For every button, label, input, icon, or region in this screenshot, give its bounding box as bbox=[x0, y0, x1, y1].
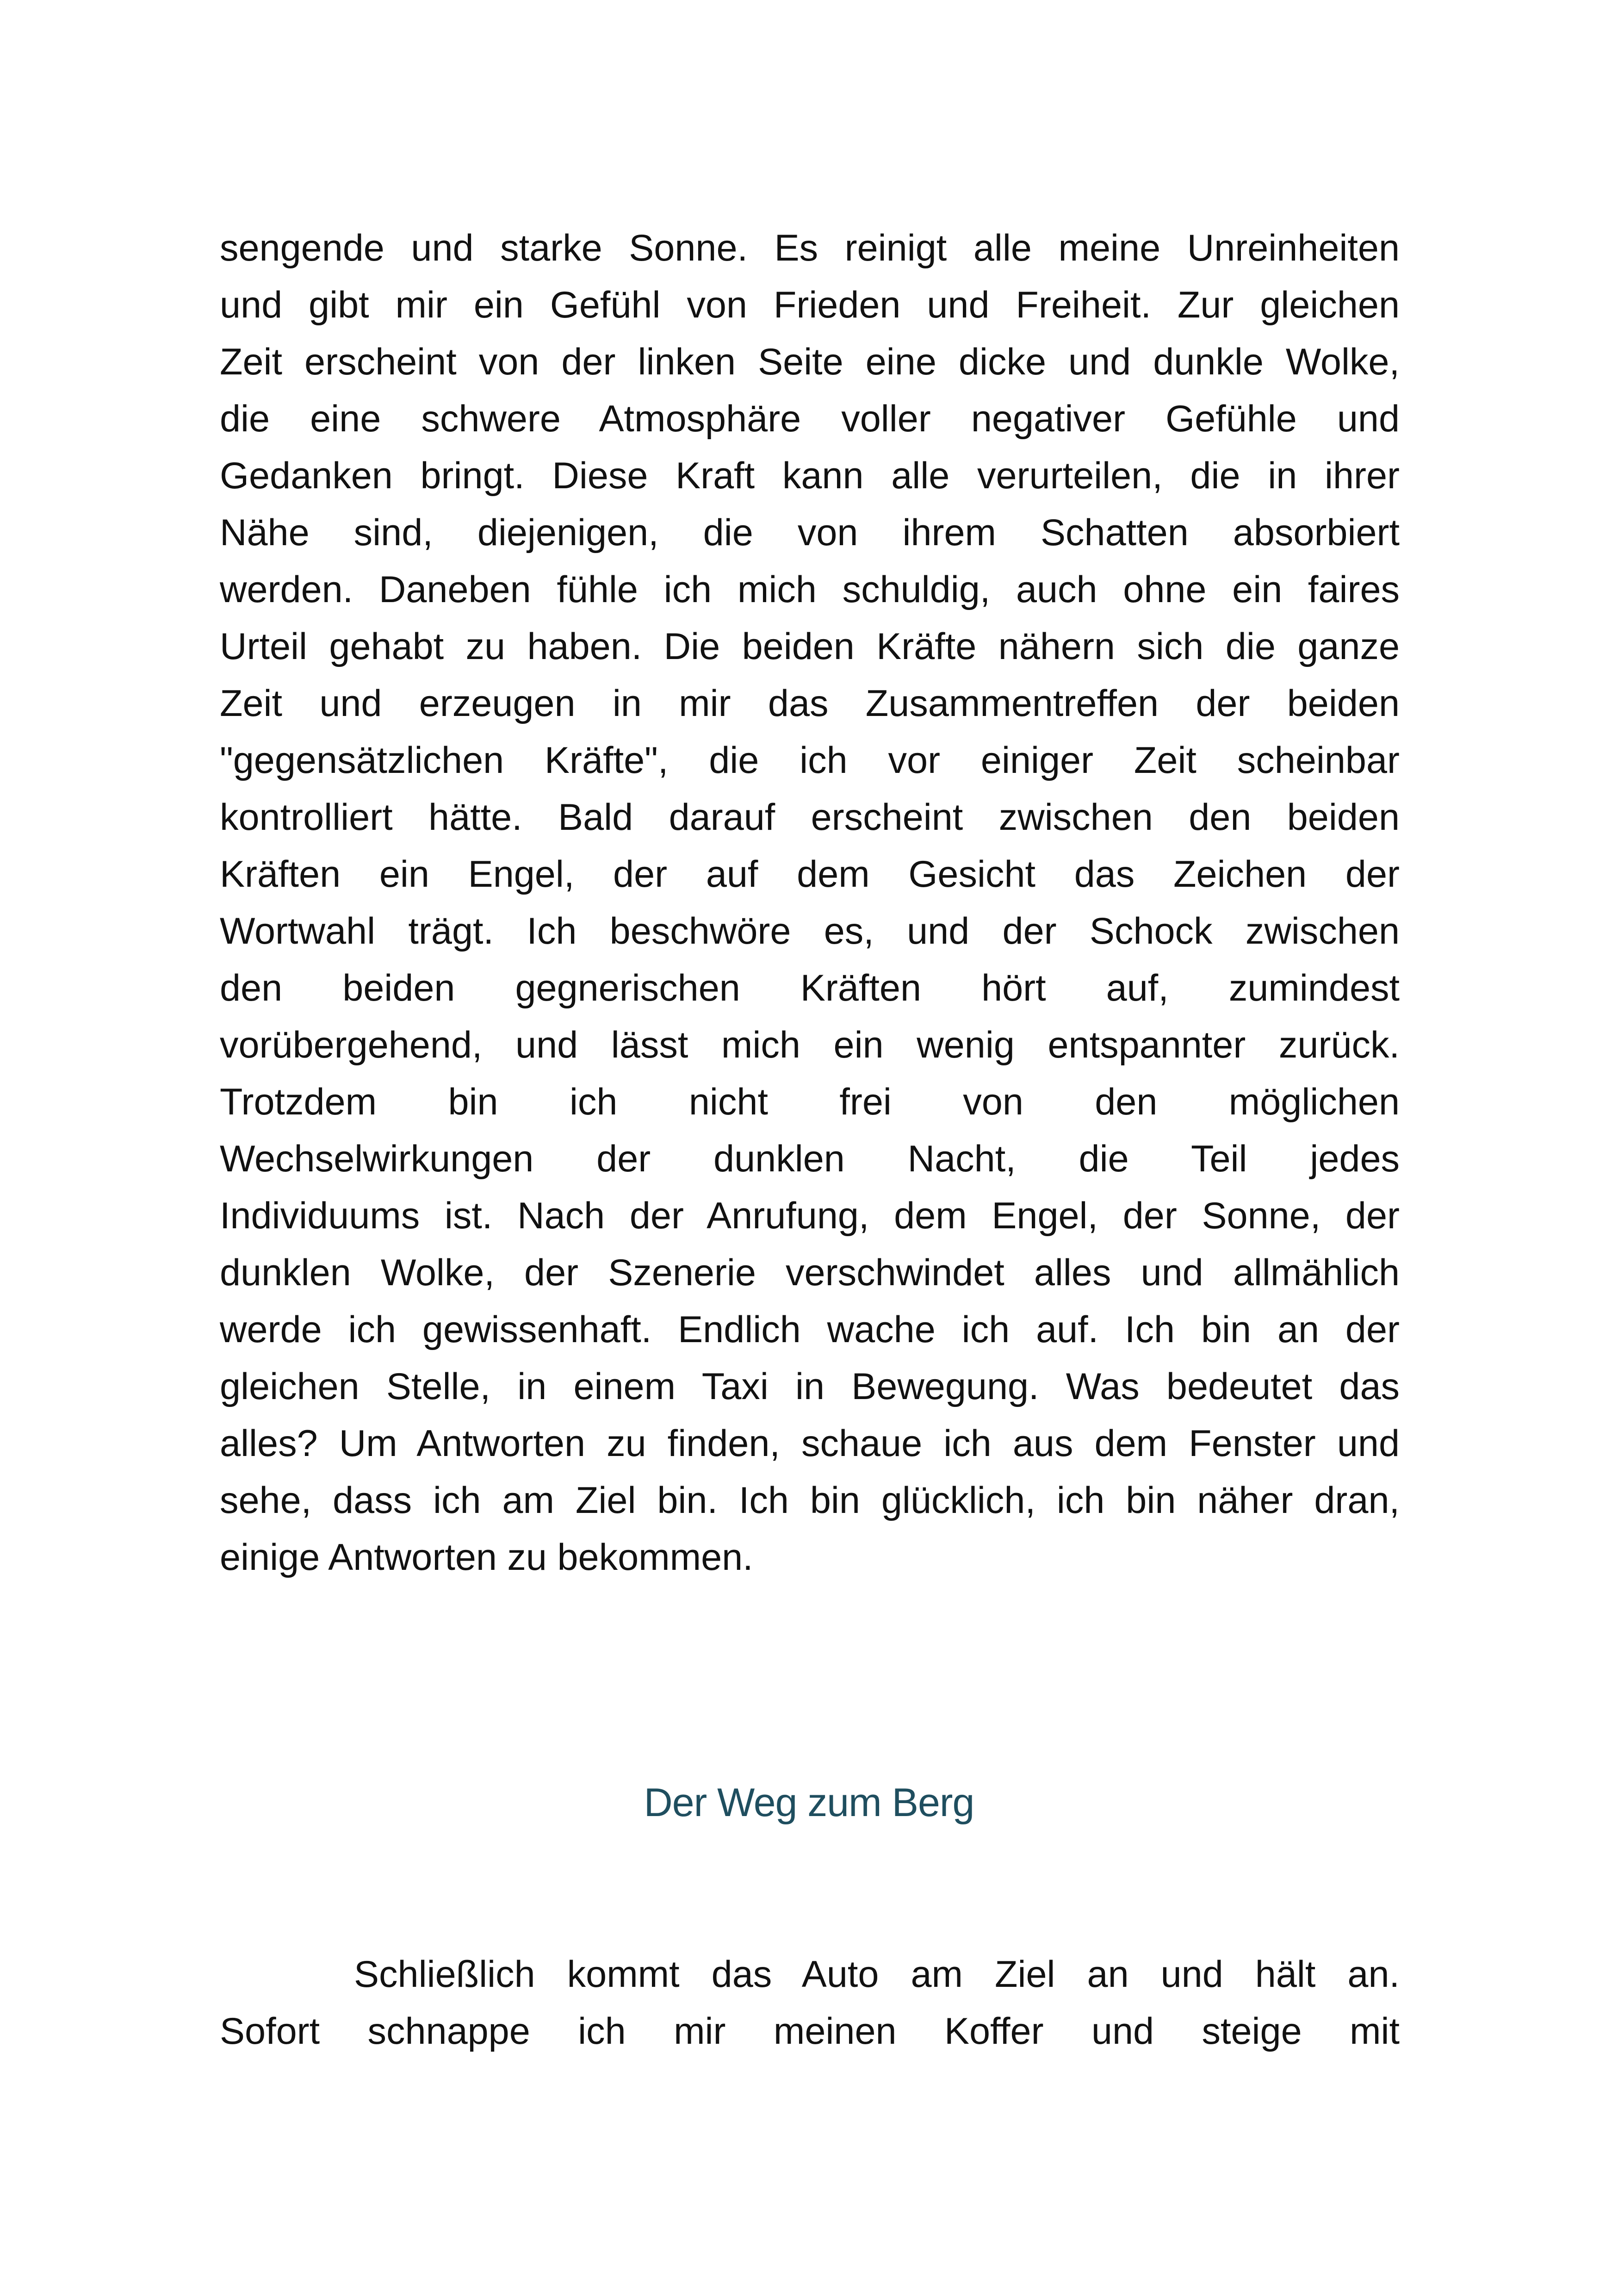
text-line: die eine schwere Atmosphäre voller negativer Gefühle und bbox=[220, 398, 1400, 440]
text-line: gleichen Stelle, in einem Taxi in Bewegung. Was bedeutet das bbox=[220, 1366, 1400, 1407]
text-line: "gegensätzlichen Kräfte", die ich vor einiger Zeit scheinbar bbox=[220, 740, 1400, 781]
body-paragraph bbox=[220, 1946, 1400, 2060]
text-line: Gedanken bringt. Diese Kraft kann alle verurteilen, die in ihrer bbox=[220, 455, 1400, 497]
text-line: sengende und starke Sonne. Es reinigt alle meine Unreinheiten bbox=[220, 227, 1400, 269]
text-line: vorübergehend, und lässt mich ein wenig entspannter zurück. bbox=[220, 1024, 1400, 1066]
text-line: und gibt mir ein Gefühl von Frieden und Freiheit. Zur gleichen bbox=[220, 284, 1400, 326]
text-line: Wechselwirkungen der dunklen Nacht, die Teil jedes bbox=[220, 1138, 1400, 1180]
text-line: Schließlich kommt das Auto am Ziel an und hält an. bbox=[354, 1954, 1400, 1995]
text-line: kontrolliert hätte. Bald darauf erscheint zwischen den beiden bbox=[220, 796, 1400, 838]
body-paragraph bbox=[220, 220, 1400, 1586]
text-line: sehe, dass ich am Ziel bin. Ich bin glücklich, ich bin näher dran, bbox=[220, 1480, 1400, 1521]
text-line: Trotzdem bin ich nicht frei von den möglichen bbox=[220, 1081, 1400, 1123]
text-line: einige Antworten zu bekommen. bbox=[220, 1537, 753, 1578]
text-line: alles? Um Antworten zu finden, schaue ich aus dem Fenster und bbox=[220, 1423, 1400, 1464]
text-line: werde ich gewissenhaft. Endlich wache ich auf. Ich bin an der bbox=[220, 1309, 1400, 1350]
text-line: dunklen Wolke, der Szenerie verschwindet alles und allmählich bbox=[220, 1252, 1400, 1294]
text-line: Urteil gehabt zu haben. Die beiden Kräfte nähern sich die ganze bbox=[220, 626, 1400, 667]
text-line: Nähe sind, diejenigen, die von ihrem Schatten absorbiert bbox=[220, 512, 1400, 554]
text-line: Zeit erscheint von der linken Seite eine dicke und dunkle Wolke, bbox=[220, 341, 1400, 383]
text-line: Kräften ein Engel, der auf dem Gesicht das Zeichen der bbox=[220, 853, 1400, 895]
text-line: Zeit und erzeugen in mir das Zusammentreffen der beiden bbox=[220, 683, 1400, 724]
text-line: den beiden gegnerischen Kräften hört auf, zumindest bbox=[220, 967, 1400, 1009]
text-line: Individuums ist. Nach der Anrufung, dem Engel, der Sonne, der bbox=[220, 1195, 1400, 1237]
section-heading: Der Weg zum Berg bbox=[644, 1780, 974, 1825]
text-line: Wortwahl trägt. Ich beschwöre es, und der Schock zwischen bbox=[220, 910, 1400, 952]
text-line: Sofort schnappe ich mir meinen Koffer und steige mit bbox=[220, 2010, 1400, 2052]
text-line: werden. Daneben fühle ich mich schuldig, auch ohne ein faires bbox=[220, 569, 1400, 610]
